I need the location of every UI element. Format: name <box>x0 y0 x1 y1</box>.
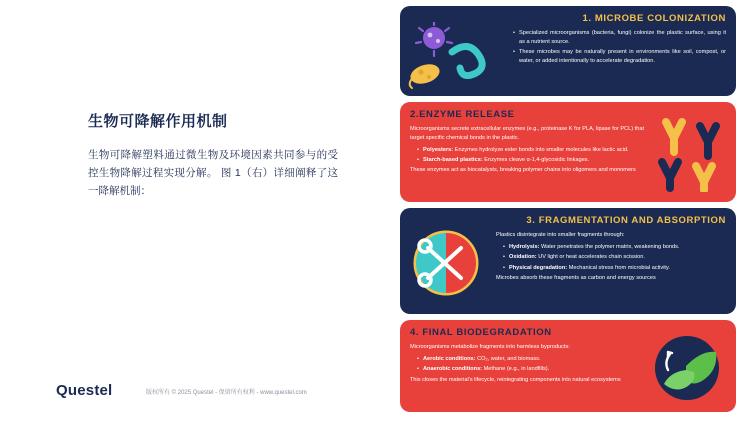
card-2-bullet-list <box>410 146 644 165</box>
card-1-bullet-list <box>506 29 726 65</box>
list-item: • Specialized microorganisms (bacteria, fungi) colonize the plastic surface, using it as a nutrient source. <box>514 29 726 46</box>
card-3-outro: Microbes absorb these fragments as carbon and energy sources <box>496 275 656 282</box>
list-item: • These microbes may be naturally present in environments like soil, compost, or water, or added intentionally to accelerate degradation. <box>514 48 726 65</box>
card-2-intro: Microorganisms secrete extracellular enzymes (e.g., proteinase K for PLA, lipase for PCL) that target specific chemical bonds in the plastic. <box>410 126 644 142</box>
list-item: • Hydrolysis: Water penetrates the polymer matrix, weakening bonds. <box>504 243 726 251</box>
card-4-intro: Microorganisms metabolize fragments into harmless byproducts: <box>410 344 570 351</box>
card-4-title: 4. FINAL BIODEGRADATION <box>410 327 552 338</box>
list-item: • Oxidation: UV light or heat accelerates chain scission. <box>504 253 726 261</box>
list-item: • Starch-based plastics: Enzymes cleave α-1,4-glycosidic linkages. <box>418 156 644 164</box>
card-1-content <box>506 13 726 65</box>
card-3-bullet-list <box>496 243 726 272</box>
card-2-content <box>410 109 644 175</box>
card-4-outro: This closes the material's lifecycle, reintegrating components into natural ecosystems <box>410 376 621 383</box>
recycling-leaves-icon <box>646 332 728 404</box>
infographic-card-1 <box>400 6 736 96</box>
enzyme-molecule-icon <box>652 116 730 192</box>
page-title: 生物可降解作用机制 <box>88 113 228 130</box>
list-item: • Aerobic conditions: CO₂, water, and biomass. <box>418 355 638 363</box>
card-2-title: 2.ENZYME RELEASE <box>410 109 515 120</box>
card-4-bullet-list <box>410 355 638 374</box>
card-3-content <box>496 215 726 283</box>
infographic-card-4 <box>400 320 736 412</box>
card-4-content <box>410 327 638 384</box>
list-item: • Polyesters: Enzymes hydrolyze ester bonds into smaller molecules like lactic acid. <box>418 146 644 154</box>
card-3-title: 3. FRAGMENTATION AND ABSORPTION <box>526 215 726 226</box>
page-body-text: 生物可降解塑料通过微生物及环境因素共同参与的受控生物降解过程实现分解。 图 1（右）详细阐释了这一降解机制： <box>88 148 338 198</box>
card-2-outro: These enzymes act as biocatalysts, breaking polymer chains into oligomers and monomers <box>410 167 636 174</box>
infographic-figure <box>392 0 750 421</box>
card-3-intro: Plastics disintegrate into smaller fragments through: <box>496 232 625 239</box>
infographic-card-2 <box>400 102 736 202</box>
logo-text: Questel <box>56 382 113 399</box>
card-1-title: 1. MICROBE COLONIZATION <box>582 13 726 24</box>
fragmentation-scissors-icon <box>406 226 486 300</box>
list-item: • Physical degradation: Mechanical stress from microbial activity. <box>504 264 726 272</box>
questel-logo <box>56 382 112 399</box>
left-text-column <box>88 112 338 201</box>
list-item: • Anaerobic conditions: Methane (e.g., in landfills). <box>418 365 638 373</box>
infographic-card-3 <box>400 208 736 314</box>
copyright-notice: 版权所有 © 2025 Questel - 保留所有权利 - www.questel.com <box>146 390 307 396</box>
microbe-bacteria-icon <box>408 22 494 92</box>
